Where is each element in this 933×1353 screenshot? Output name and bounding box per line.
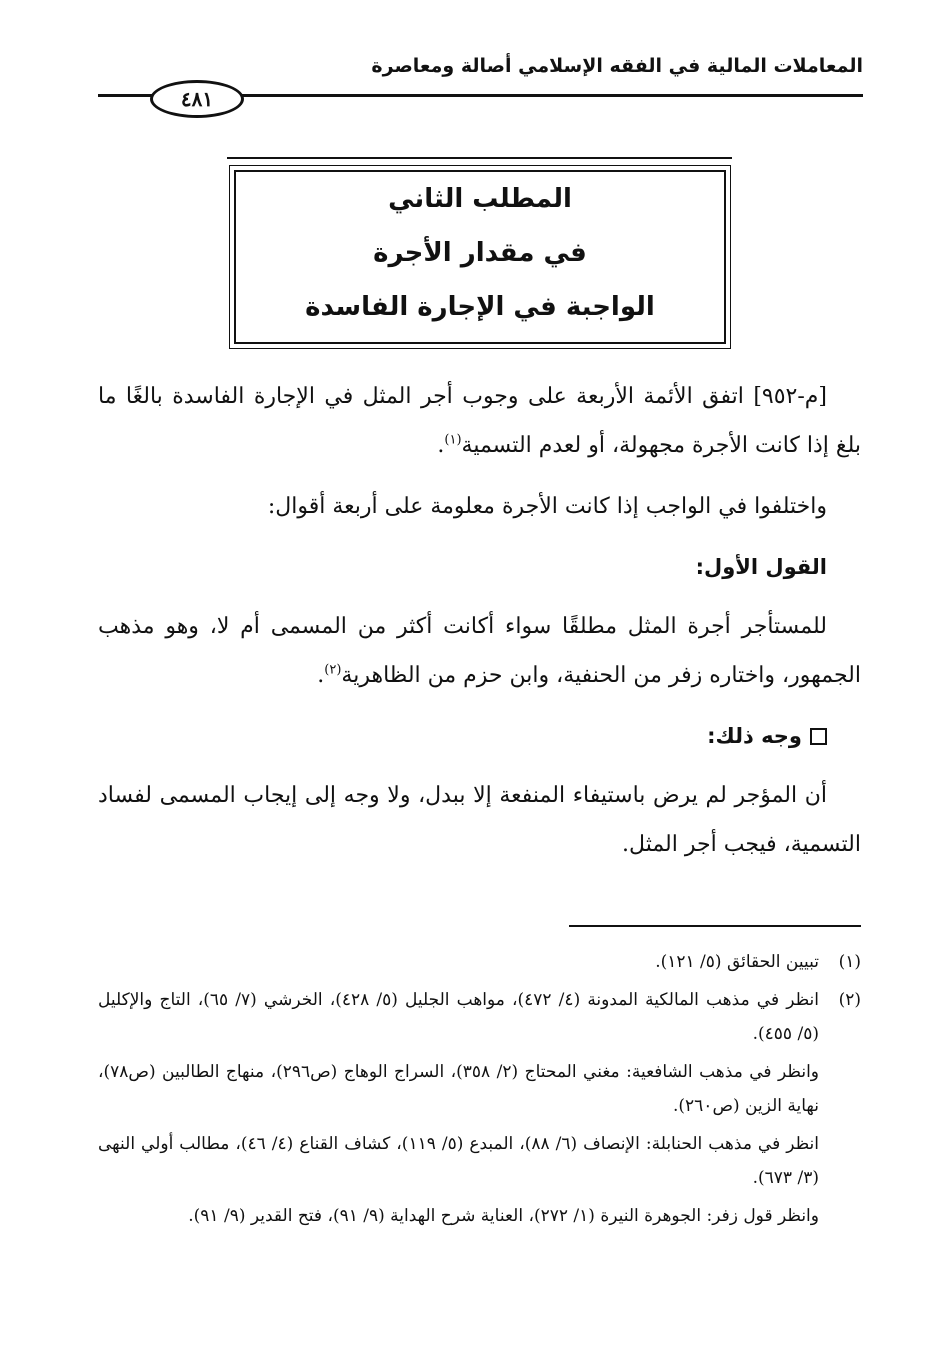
footnote-2-zufar: وانظر قول زفر: الجوهرة النيرة (١/ ٢٧٢)، العناية شرح الهداية (٩/ ٩١)، فتح القدير (٩/ ٩١).: [188, 1206, 819, 1226]
paragraph-3-end: .: [317, 663, 325, 688]
paragraph-3: [98, 602, 861, 700]
square-bullet-icon: [810, 728, 827, 745]
title-top-rule: [227, 157, 732, 159]
footnote-ref-2: (٢): [324, 662, 342, 678]
footnotes: [98, 945, 861, 1237]
paragraph-2: واختلفوا في الواجب إذا كانت الأجرة معلومة على أربعة أقوال:: [267, 494, 827, 519]
paragraph-1-end: .: [437, 433, 445, 458]
section-title-line-1: المطلب الثاني: [388, 184, 572, 214]
heading-reasoning-label: وجه ذلك:: [707, 724, 802, 748]
footnote-1-text: تبيين الحقائق (٥/ ١٢١).: [655, 952, 819, 972]
section-title-line-2: في مقدار الأجرة: [373, 238, 587, 268]
footnote-separator: [569, 925, 861, 927]
footnote-1-number: (١): [838, 952, 861, 972]
paragraph-3-text: للمستأجر أجرة المثل مطلقًا سواء أكانت أكثر من المسمى أم لا، وهو مذهب الجمهور، واختاره زفر من الحنفية، وابن حزم من الظاهرية: [98, 614, 861, 688]
paragraph-1: [98, 372, 861, 470]
heading-reasoning: [98, 712, 827, 761]
footnote-2-shafii: وانظر في مذهب الشافعية: مغني المحتاج (٢/ ٣٥٨)، السراج الوهاج (ص٢٩٦)، منهاج الطالبين (ص٧٨)، نهاية الزين (ص٢٦٠).: [98, 1062, 820, 1116]
footnote-2-hanbali: انظر في مذهب الحنابلة: الإنصاف (٦/ ٨٨)، المبدع (٥/ ١١٩)، كشاف القناع (٤/ ٤٦)، مطالب أولي النهى (٣/ ٦٧٣).: [98, 1134, 819, 1188]
section-title-box: [234, 170, 726, 344]
paragraph-4: أن المؤجر لم يرض باستيفاء المنفعة إلا ببدل، ولا وجه إلى إيجاب المسمى لفساد التسمية، فيجب أجر المثل.: [98, 783, 861, 857]
footnote-2: [98, 983, 861, 1051]
paragraph-1-text: [م-٩٥٢] اتفق الأئمة الأربعة على وجوب أجر المثل في الإجارة الفاسدة بالغًا ما بلغ إذا كانت الأجرة مجهولة، أو لعدم التسمية: [98, 384, 861, 458]
section-title-line-3: الواجبة في الإجارة الفاسدة: [305, 292, 655, 322]
footnote-ref-1: (١): [444, 432, 462, 448]
page-number: ٤٨١: [150, 80, 244, 118]
body-text: [98, 372, 861, 881]
running-title: المعاملات المالية في الفقه الإسلامي أصالة ومعاصرة: [371, 55, 863, 77]
heading-first-opinion: القول الأول:: [695, 555, 827, 579]
footnote-1: [98, 945, 861, 979]
footnote-2-text: انظر في مذهب المالكية المدونة (٤/ ٤٧٢)، مواهب الجليل (٥/ ٤٢٨)، الخرشي (٧/ ٦٥)، التاج والإكليل (٥/ ٤٥٥).: [98, 990, 819, 1044]
footnote-2-number: (٢): [838, 990, 861, 1010]
